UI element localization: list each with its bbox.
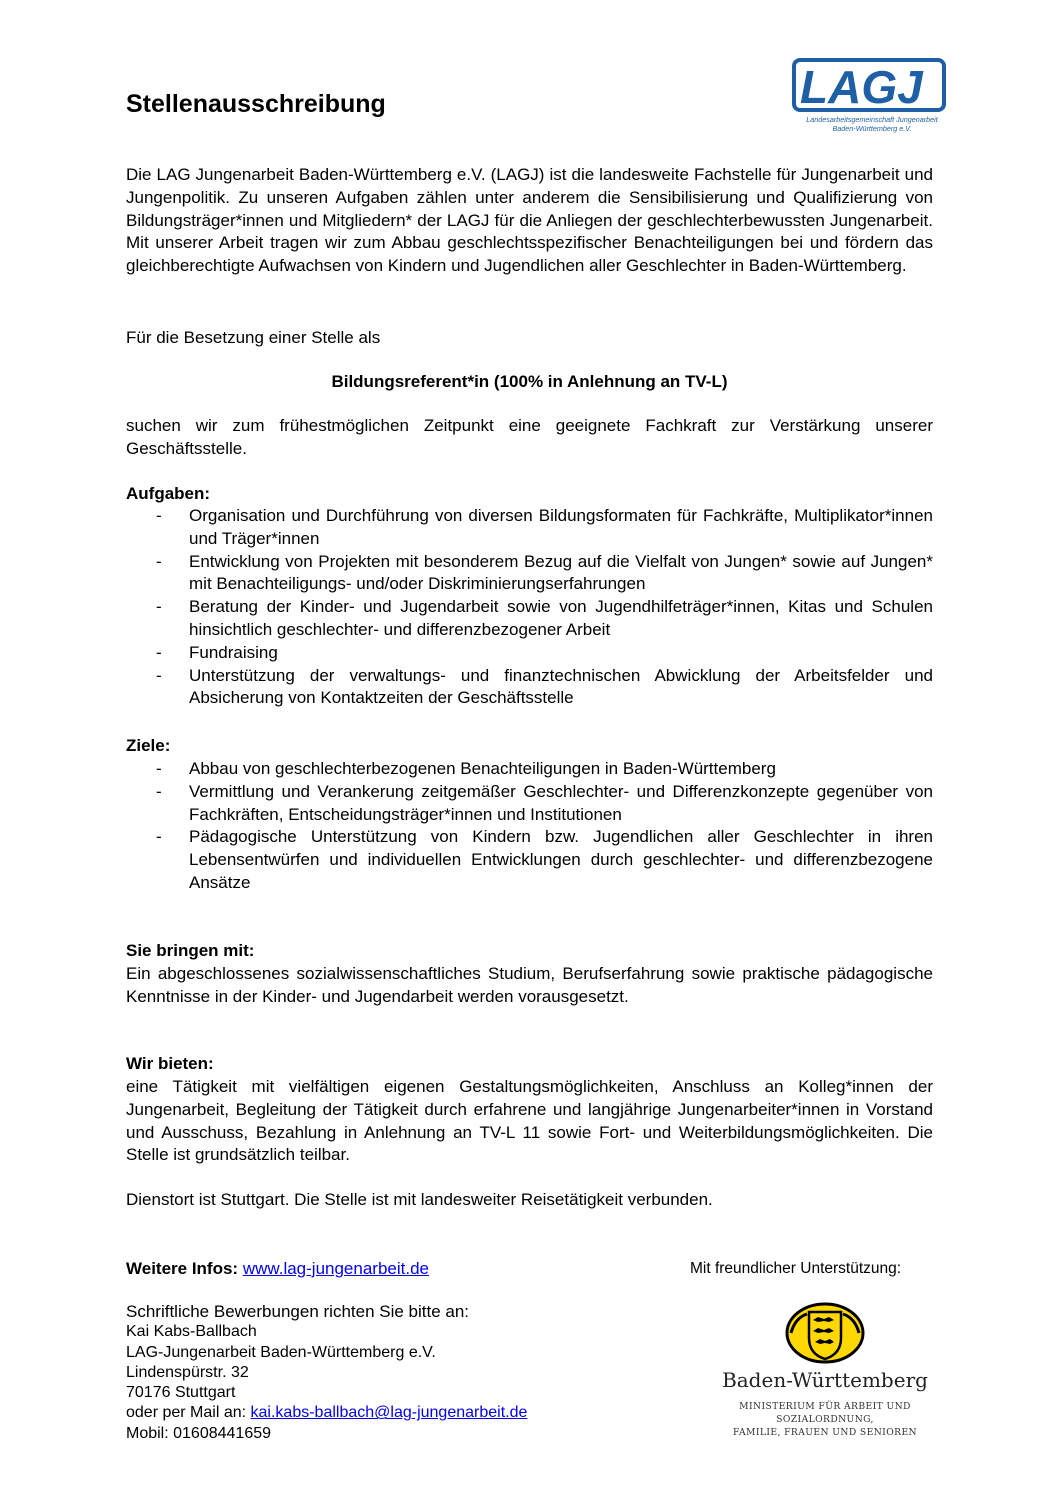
bw-coat-of-arms-icon <box>785 1302 865 1364</box>
contact-lead: Schriftliche Bewerbungen richten Sie bitte an: <box>126 1302 470 1321</box>
logo-text: LAGJ <box>800 61 923 113</box>
requirements-text: Ein abgeschlossenes sozialwissenschaftliches Studium, Berufserfahrung sowie praktische pädagogische Kenntnisse in der Kinder- und Jugendarbeit werden vorausgesetzt. <box>126 964 933 1006</box>
more-info <box>126 1258 429 1280</box>
mail-prefix: oder per Mail an: <box>126 1404 247 1422</box>
list-item: - Organisation und Durchführung von diversen Bildungsformaten für Fachkräfte, Multiplikator*innen und Träger*innen <box>156 506 933 548</box>
contact-phone: Mobil: 01608441659 <box>126 1424 272 1442</box>
location-text: Dienstort ist Stuttgart. Die Stelle ist mit landesweiter Reisetätigkeit verbunden. <box>126 1190 713 1209</box>
list-item: - Vermittlung und Verankerung zeitgemäßer Geschlechter- und Differenzkonzepte gegenüber von Fachkräften, Entscheidungsträger*innen und Institutionen <box>156 781 933 824</box>
page-title: Stellenausschreibung <box>126 90 386 118</box>
logo-subtitle-2: Baden-Württemberg e.V. <box>832 124 912 133</box>
list-item: - Unterstützung der verwaltungs- und finanztechnischen Abwicklung der Arbeitsfelder und Absicherung von Kontaktzeiten der Geschäftsstelle <box>156 665 933 708</box>
email-link[interactable]: kai.kabs-ballbach@lag-jungenarbeit.de <box>250 1404 528 1422</box>
list-item: - Abbau von geschlechterbezogenen Benachteiligungen in Baden-Württemberg <box>156 759 776 778</box>
list-item: - Pädagogische Unterstützung von Kindern bzw. Jugendlichen aller Geschlechter in ihren Lebensentwürfen und individuellen Entwicklungen durch geschlechter- und differenzbezogene Ansätze <box>156 827 933 892</box>
lagj-logo <box>788 56 953 140</box>
website-link[interactable]: www.lag-jungenarbeit.de <box>242 1259 429 1278</box>
logo-subtitle-1: Landesarbeitsgemeinschaft Jungenarbeit <box>806 115 938 124</box>
contact-city: 70176 Stuttgart <box>126 1384 236 1402</box>
bw-ministry <box>695 1400 955 1439</box>
ministry-line-1: MINISTERIUM FÜR ARBEIT UND SOZIALORDNUNG, <box>739 1401 911 1425</box>
requirements-heading: Sie bringen mit: <box>126 941 255 960</box>
intro-paragraph: Die LAG Jungenarbeit Baden-Württemberg e.V. (LAGJ) ist die landesweite Fachstelle für Jungenarbeit und Jungenpolitik. Zu unseren Aufgaben zählen unter anderem die Sensibilisierung und Qualifizierung von Bildungsträger*innen und Mitgliedern* der LAGJ für die Anliegen der geschlechterbewussten Jungenarbeit. Mit unserer Arbeit tragen wir zum Abbau geschlechtsspezifischer Benachteiligungen bei und fördern das gleichberechtigte Aufwachsen von Kindern und Jugendlichen aller Geschlechter in Baden-Württemberg. <box>126 165 933 276</box>
ministry-line-2: FAMILIE, FRAUEN UND SENIOREN <box>733 1427 917 1438</box>
contact-street: Lindenspürstr. 32 <box>126 1363 249 1381</box>
support-label: Mit freundlicher Unterstützung: <box>690 1260 902 1277</box>
goals-heading: Ziele: <box>126 736 171 755</box>
list-item: - Beratung der Kinder- und Jugendarbeit sowie von Jugendhilfeträger*innen, Kitas und Schulen hinsichtlich geschlechter- und differenzbezogener Arbeit <box>156 597 933 639</box>
list-item: - Fundraising <box>156 642 278 662</box>
offer-text: eine Tätigkeit mit vielfältigen eigenen Gestaltungsmöglichkeiten, Anschluss an Kolleg*innen der Jungenarbeit, Begleitung der Tätigkeit durch erfahrene und langjährige Jungenarbeiter*innen in Vorstand und Ausschuss, Bezahlung in Anlehnung an TV-L 11 sowie Fort- und Weiterbildungsmöglichkeiten. Die Stelle ist grundsätzlich teilbar. <box>126 1077 933 1165</box>
contact-block <box>126 1302 527 1444</box>
list-item: - Entwicklung von Projekten mit besonderem Bezug auf die Vielfalt von Jungen* sowie auf Jungen* mit Benachteiligungs- und/oder Diskriminierungserfahrungen <box>156 551 933 594</box>
position-title: Bildungsreferent*in (100% in Anlehnung an TV-L) <box>331 372 728 391</box>
more-info-label: Weitere Infos: <box>126 1259 239 1278</box>
position-lead: Für die Besetzung einer Stelle als <box>126 328 381 347</box>
contact-org: LAG-Jungenarbeit Baden-Württemberg e.V. <box>126 1343 436 1361</box>
tasks-heading: Aufgaben: <box>126 484 211 503</box>
offer-heading: Wir bieten: <box>126 1054 214 1073</box>
search-paragraph: suchen wir zum frühestmöglichen Zeitpunkt eine geeignete Fachkraft zur Verstärkung unserer Geschäftsstelle. <box>126 416 933 458</box>
contact-name: Kai Kabs-Ballbach <box>126 1323 257 1341</box>
contact-mail-line <box>126 1403 527 1423</box>
bw-state-name: Baden-Württemberg <box>722 1368 928 1392</box>
goals-list <box>126 758 933 895</box>
tasks-list <box>126 505 933 710</box>
